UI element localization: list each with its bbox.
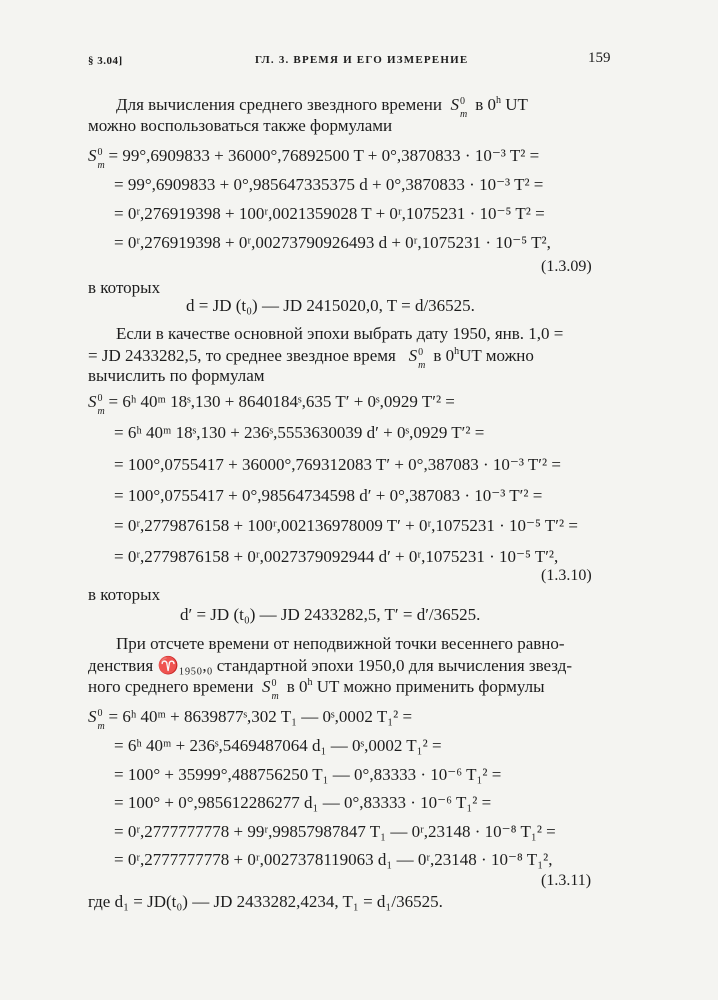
definition-1: d = JD (t₀) — JD 2415020,0, T = d/36525. [186, 296, 475, 315]
definition-2: d′ = JD (t₀) — JD 2433282,5, T′ = d′/36525. [180, 605, 481, 624]
running-header: ГЛ. 3. ВРЕМЯ И ЕГО ИЗМЕРЕНИЕ [255, 54, 469, 66]
paragraph-2-line-2: = JD 2433282,5, то среднее звездное время S 0 m в 0$^h$UT можно [88, 346, 534, 371]
eq2-row-3: = 100°,0755417 + 36000°,769312083 T′ + 0°,387083 · 10⁻³ T′² = [114, 455, 561, 474]
paragraph-2-line-1: Если в качестве основной эпохи выбрать дату 1950, янв. 1,0 = [116, 324, 564, 343]
paragraph-3-line-1: При отсчете времени от неподвижной точки весеннего равно- [116, 634, 565, 653]
page-number: 159 [588, 50, 611, 66]
eq2-row-6: = 0ʳ,2779876158 + 0ʳ,0027379092944 d′ + 0ʳ,1075231 · 10⁻⁵ T′², [114, 547, 559, 566]
paragraph-3-line-2: денствия ♈₁₉₅₀,₀ стандартной эпохи 1950,0 для вычисления звезд- [88, 656, 573, 675]
eq2-row-1: S 0 m = 6ʰ 40ᵐ 18ˢ,130 + 8640184ˢ,635 T′ + 0ˢ,0929 T′² = [88, 392, 455, 417]
section-ref: § 3.04] [88, 55, 123, 67]
eq1-row-4: = 0ʳ,276919398 + 0ʳ,00273790926493 d + 0ʳ,1075231 · 10⁻⁵ T², [114, 233, 551, 252]
eq1-row-1: S 0 m = 99°,6909833 + 36000°,76892500 T + 0°,3870833 · 10⁻³ T² = [88, 146, 540, 171]
paragraph-1-line-2: можно воспользоваться также формулами [88, 116, 393, 135]
text-v-kotoryh-1: в которых [88, 278, 161, 297]
paragraph-3-line-3: ного среднего времени S 0 m в 0$^h$ UT можно применить формулы [88, 677, 545, 702]
definition-3: где d₁ = JD(t₀) — JD 2433282,4234, T₁ = d₁/36525. [88, 892, 443, 911]
eq3-row-3: = 100° + 35999°,488756250 T₁ — 0°,83333 · 10⁻⁶ T₁² = [114, 765, 502, 784]
eq3-row-2: = 6ʰ 40ᵐ + 236ˢ,5469487064 d₁ — 0ˢ,0002 T₁² = [114, 736, 442, 755]
eq2-row-2: = 6ʰ 40ᵐ 18ˢ,130 + 236ˢ,5553630039 d′ + 0ˢ,0929 T′² = [114, 423, 485, 442]
eq3-row-6: = 0ʳ,2777777778 + 0ʳ,0027378119063 d₁ — 0ʳ,23148 · 10⁻⁸ T₁², [114, 850, 553, 869]
eq3-row-1: S 0 m = 6ʰ 40ᵐ + 8639877ˢ,302 T₁ — 0ˢ,0002 T₁² = [88, 707, 413, 732]
eq1-row-2: = 99°,6909833 + 0°,985647335375 d + 0°,3870833 · 10⁻³ T² = [114, 175, 544, 194]
eq1-row-3: = 0ʳ,276919398 + 100ʳ,0021359028 T + 0ʳ,1075231 · 10⁻⁵ T² = [114, 204, 545, 223]
paragraph-1-line-1: Для вычисления среднего звездного времени S 0 m в 0$^h$ UT [116, 95, 528, 120]
equation-number-1: (1.3.09) [541, 258, 592, 275]
equation-number-2: (1.3.10) [541, 567, 592, 584]
eq2-row-5: = 0ʳ,2779876158 + 100ʳ,002136978009 T′ + 0ʳ,1075231 · 10⁻⁵ T′² = [114, 516, 578, 535]
equation-number-3: (1.3.11) [541, 872, 592, 889]
paragraph-2-line-3: вычислить по формулам [88, 366, 265, 385]
eq3-row-4: = 100° + 0°,985612286277 d₁ — 0°,83333 · 10⁻⁶ T₁² = [114, 793, 492, 812]
eq2-row-4: = 100°,0755417 + 0°,98564734598 d′ + 0°,387083 · 10⁻³ T′² = [114, 486, 543, 505]
eq3-row-5: = 0ʳ,2777777778 + 99ʳ,99857987847 T₁ — 0ʳ,23148 · 10⁻⁸ T₁² = [114, 822, 556, 841]
text-v-kotoryh-2: в которых [88, 585, 161, 604]
